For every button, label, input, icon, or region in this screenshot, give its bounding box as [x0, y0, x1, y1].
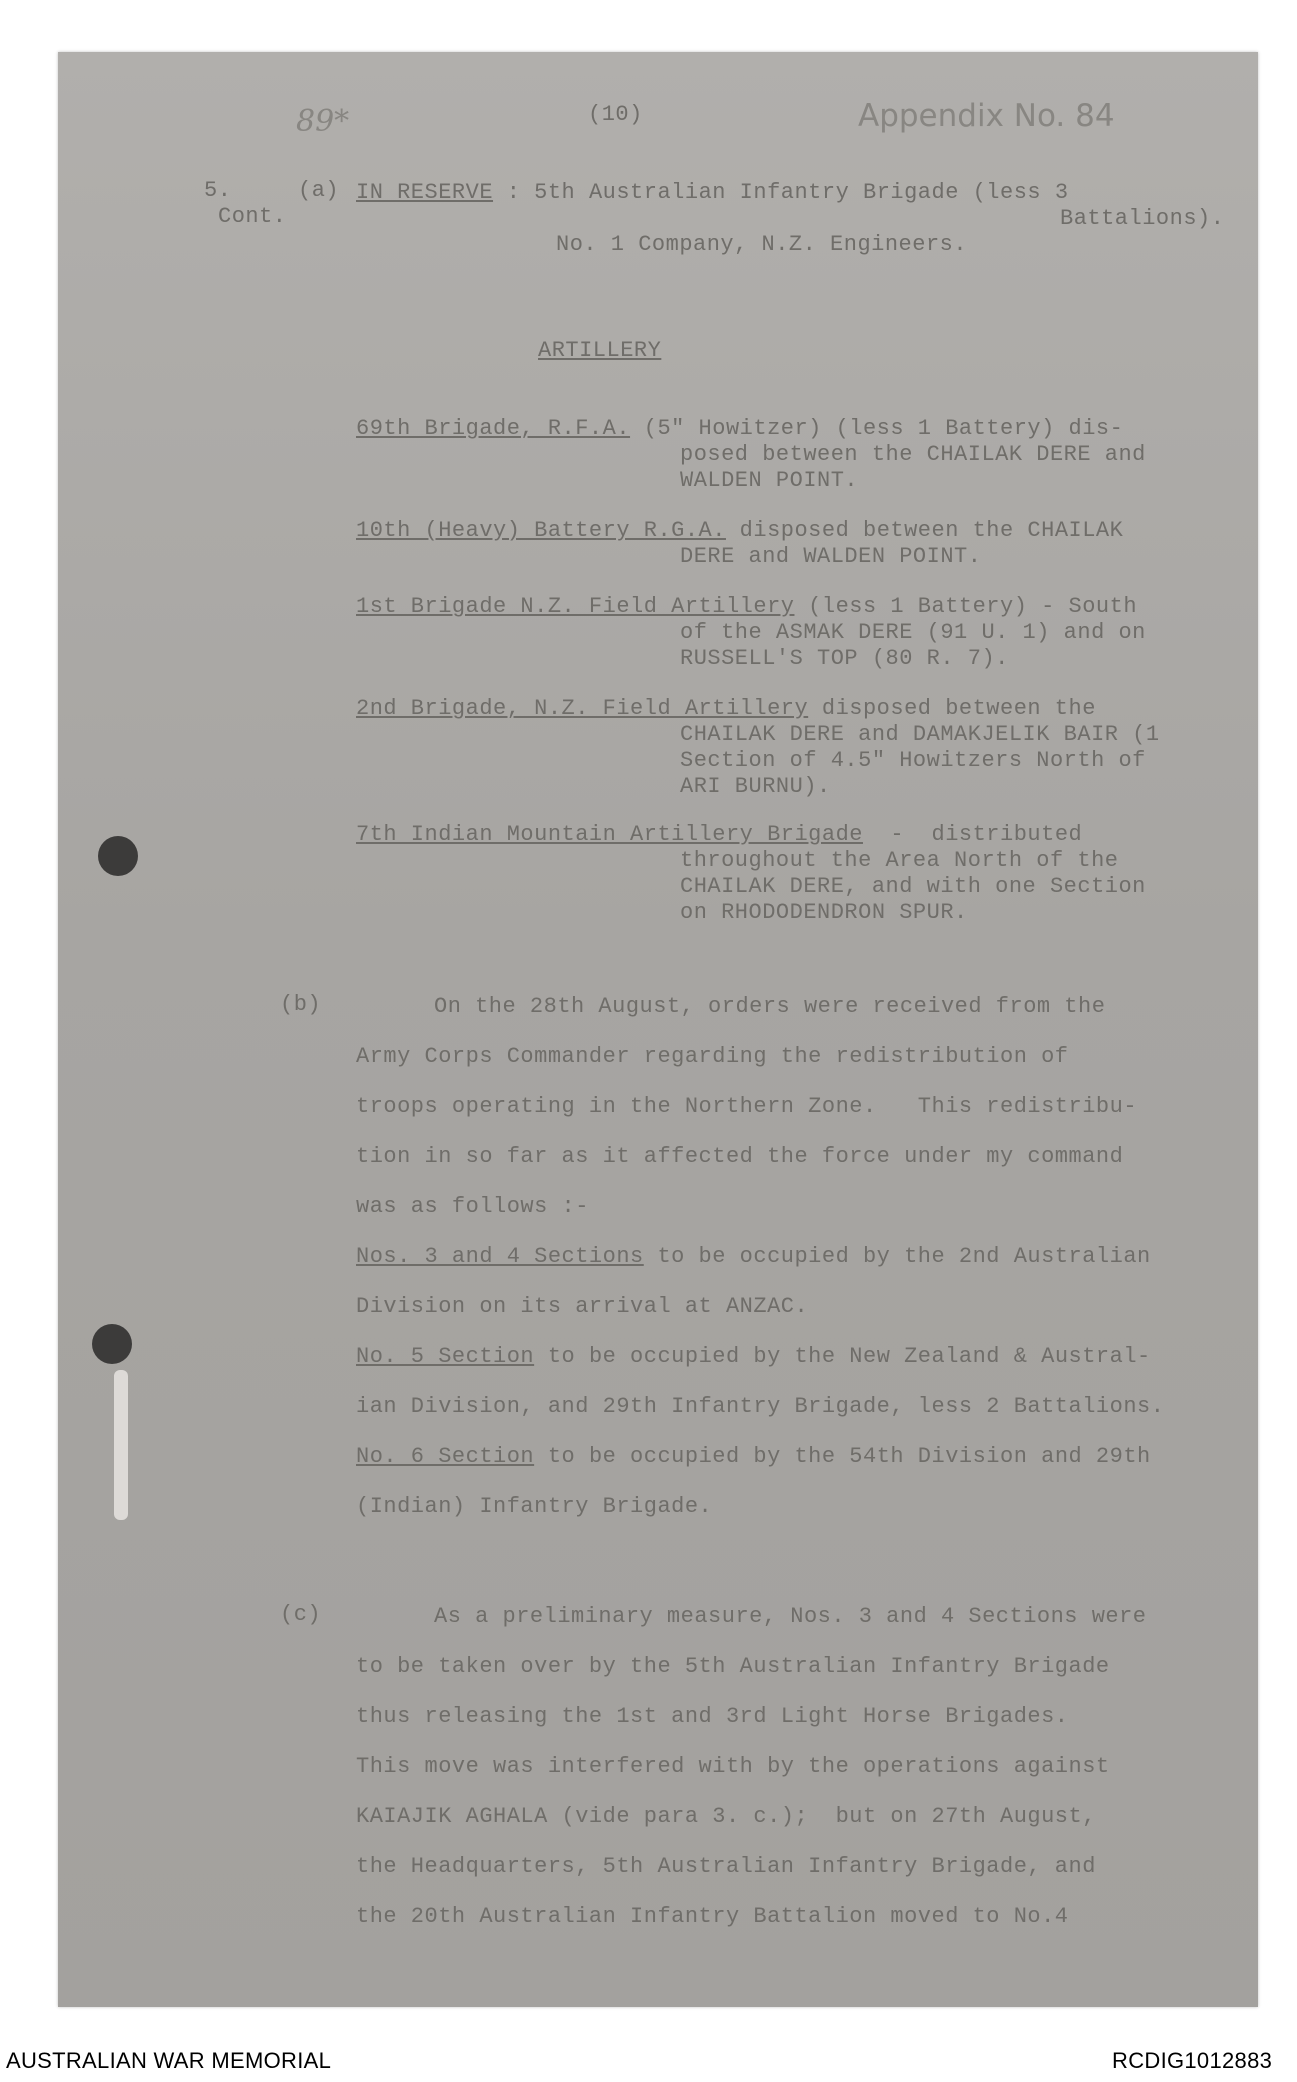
- artillery-line: posed between the CHAILAK DERE and: [680, 442, 1146, 467]
- in-reserve-line-2: Battalions).: [1060, 206, 1225, 231]
- sub-c-marker: (c): [280, 1602, 322, 1627]
- artillery-unit-label: 2nd Brigade, N.Z. Field Artillery: [356, 696, 809, 721]
- artillery-line: CHAILAK DERE, and with one Section: [680, 874, 1146, 899]
- para-b-line: troops operating in the Northern Zone. This redistribu-: [356, 1094, 1138, 1119]
- in-reserve-line-3: No. 1 Company, N.Z. Engineers.: [556, 232, 968, 257]
- paper-tear-mark: [114, 1370, 128, 1520]
- artillery-line: CHAILAK DERE and DAMAKJELIK BAIR (1: [680, 722, 1160, 747]
- artillery-line: RUSSELL'S TOP (80 R. 7).: [680, 646, 1009, 671]
- section-line: No. 6 Section to be occupied by the 54th Division and 29th: [356, 1444, 1151, 1469]
- artillery-unit-label: 7th Indian Mountain Artillery Brigade: [356, 822, 863, 847]
- artillery-unit-label: 1st Brigade N.Z. Field Artillery: [356, 594, 795, 619]
- document-page: 89* (10) Appendix No. 84 5. Cont. (a) IN RESERVE : 5th Australian Infantry Brigade (less 3 Battalions). No. 1 Company, N.Z. Engineers. ARTILLERY 69th Brigade, R.F.A. (5" Howitzer) (less 1 Battery) dis- posed between the CHAILAK DERE and WALDEN POINT. 10th (Heavy) Battery R.G.A. disposed between the CHAILAK DERE and WALDEN POINT. 1st Brigade N.Z. Field Artillery (less 1 Battery) - South of the ASMAK DERE (91 U. 1) and on RUSSELL'S TOP (80 R. 7). 2nd Brigade, N.Z. Field Artillery disposed between the CHAILAK DERE and DAMAKJELIK BAIR (1 Section of 4.5" Howitzers North of ARI BURNU). 7th Indian Mountain Artillery Brigade - distributed throughout the Area North of the CHAILAK DERE, and with one Section on RHODODENDRON SPUR. (b) On the 28th August, orders were received from the Army Corps Commander regarding the redistribution of troops operating in the Northern Zone. This redistribu- tion in so far as it affected the force under my command was as follows :- Nos. 3 and 4 Sections to be occupied by the 2nd Australian Division on its arrival at ANZAC. No. 5 Section to be occupied by the New Zealand & Austral- ian Division, and 29th Infantry Brigade, less 2 Battalions. No. 6 Section to be occupied by the 54th Division and 29th (Indian) Infantry Brigade. (c) As a preliminary measure, Nos. 3 and 4 Sections were to be taken over by the 5th Australian Infantry Brigade thus releasing the 1st and 3rd Light Horse Brigades. This move was interfered with by the operations against KAIAJIK AGHALA (vide para 3. c.); but on 27th August, the Headquarters, 5th Australian Infantry Brigade, and the 20th Australian Infantry Battalion moved to No.4: [58, 52, 1258, 2007]
- appendix-label: Appendix No. 84: [858, 98, 1115, 134]
- para-c-line: to be taken over by the 5th Australian Infantry Brigade: [356, 1654, 1110, 1679]
- artillery-line: ARI BURNU).: [680, 774, 831, 799]
- para-c-line: KAIAJIK AGHALA (vide para 3. c.); but on 27th August,: [356, 1804, 1096, 1829]
- section-line: Division on its arrival at ANZAC.: [356, 1294, 809, 1319]
- in-reserve-line-1: IN RESERVE : 5th Australian Infantry Brigade (less 3: [356, 180, 1069, 205]
- footer-institution: AUSTRALIAN WAR MEMORIAL: [6, 2048, 332, 2073]
- folio-number: 89*: [296, 104, 350, 139]
- punch-hole: [98, 836, 138, 876]
- artillery-line: Section of 4.5" Howitzers North of: [680, 748, 1146, 773]
- artillery-unit-label: 10th (Heavy) Battery R.G.A.: [356, 518, 726, 543]
- para-number: 5.: [204, 178, 232, 203]
- in-reserve-label: IN RESERVE: [356, 180, 494, 205]
- artillery-unit-label: 69th Brigade, R.F.A.: [356, 416, 631, 441]
- para-c-line: thus releasing the 1st and 3rd Light Horse Brigades.: [356, 1704, 1069, 1729]
- page-number: (10): [588, 102, 643, 127]
- para-c-line: the 20th Australian Infantry Battalion moved to No.4: [356, 1904, 1069, 1929]
- para-b-line: Army Corps Commander regarding the redistribution of: [356, 1044, 1069, 1069]
- artillery-line: of the ASMAK DERE (91 U. 1) and on: [680, 620, 1146, 645]
- section-line: No. 5 Section to be occupied by the New Zealand & Austral-: [356, 1344, 1151, 1369]
- artillery-heading: ARTILLERY: [538, 338, 662, 363]
- para-c-line: the Headquarters, 5th Australian Infantry Brigade, and: [356, 1854, 1096, 1879]
- artillery-line: WALDEN POINT.: [680, 468, 859, 493]
- para-c-line: This move was interfered with by the operations against: [356, 1754, 1110, 1779]
- section-line: Nos. 3 and 4 Sections to be occupied by the 2nd Australian: [356, 1244, 1151, 1269]
- para-b-line: tion in so far as it affected the force under my command: [356, 1144, 1124, 1169]
- section-label: No. 5 Section: [356, 1344, 535, 1369]
- section-line: ian Division, and 29th Infantry Brigade, less 2 Battalions.: [356, 1394, 1165, 1419]
- para-cont: Cont.: [218, 204, 287, 229]
- para-b-line: On the 28th August, orders were received from the: [434, 994, 1106, 1019]
- section-label: Nos. 3 and 4 Sections: [356, 1244, 644, 1269]
- footer-record-id: RCDIG1012883: [1112, 2048, 1273, 2073]
- sub-b-marker: (b): [280, 992, 322, 1017]
- para-b-line: was as follows :-: [356, 1194, 589, 1219]
- artillery-line: throughout the Area North of the: [680, 848, 1119, 873]
- sub-a-marker: (a): [298, 178, 340, 203]
- section-label: No. 6 Section: [356, 1444, 535, 1469]
- punch-hole: [92, 1324, 132, 1364]
- artillery-line: DERE and WALDEN POINT.: [680, 544, 982, 569]
- section-line: (Indian) Infantry Brigade.: [356, 1494, 713, 1519]
- artillery-line: on RHODODENDRON SPUR.: [680, 900, 968, 925]
- para-c-line: As a preliminary measure, Nos. 3 and 4 Sections were: [434, 1604, 1147, 1629]
